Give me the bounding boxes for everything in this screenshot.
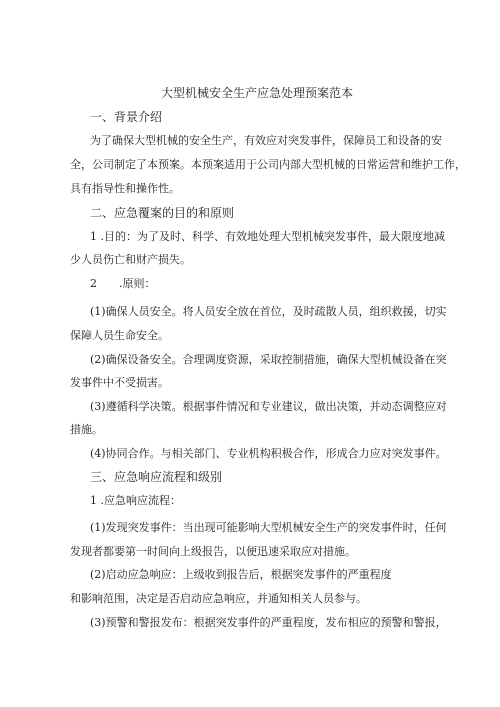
- purpose-line: 少人员伤亡和财产损失。: [70, 253, 191, 266]
- principle-item-cont: 发事件中不受损害。: [70, 376, 169, 389]
- principle-item: (2)确保设备安全。合理调度资源，采取控制措施，确保大型机械设备在突: [90, 353, 447, 366]
- principle-item-cont: 保障人员生命安全。: [70, 329, 169, 342]
- section1-line: 全，公司制定了本预案。本预案适用于公司内部大型机械的日常运营和维护工作，: [70, 158, 466, 171]
- principle-item: (1)确保人员安全。将人员安全放在首位，及时疏散人员，组织救援，切实: [90, 305, 447, 318]
- purpose-line: 1 .目的：为了及时、科学、有效地处理大型机械突发事件，最大限度地减: [90, 230, 445, 243]
- flow-label: 1 .应急响应流程：: [90, 494, 181, 507]
- flow-item: (1)发现突发事件：当出现可能影响大型机械安全生产的突发事件时，任何: [90, 521, 447, 534]
- section2-heading: 二、应急覆案的目的和原则: [90, 206, 235, 220]
- section1-line: 为了确保大型机械的安全生产，有效应对突发事件，保障员工和设备的安: [90, 134, 442, 147]
- principles-label: 2 .原则：: [90, 277, 156, 290]
- document-title: 大型机械安全生产应急处理预案范本: [161, 86, 354, 100]
- section3-heading: 三、应急响应流程和级别: [90, 470, 223, 484]
- principle-item: (4)协同合作。与相关部门、专业机构积极合作，形成合力应对突发事件。: [90, 447, 447, 460]
- section1-line: 具有指导性和操作性。: [70, 182, 180, 195]
- principle-item: (3)遵循科学决策。根据事件情况和专业建议，做出决策，并动态调整应对: [90, 400, 447, 413]
- flow-item: (2)启动应急响应：上级收到报告后，根据突发事件的严重程度: [90, 568, 392, 581]
- flow-item-cont: 和影响范围，决定是否启动应急响应，并通知相关人员参与。: [70, 592, 367, 605]
- section1-heading: 一、背景介绍: [90, 110, 163, 124]
- flow-item-cont: 发现者都要第一时间向上级报告，以便迅速采取应对措施。: [70, 545, 356, 558]
- flow-item: (3)预警和警报发布：根据突发事件的严重程度，发布相应的预警和警报，: [90, 616, 447, 629]
- principle-item-cont: 措施。: [70, 423, 103, 436]
